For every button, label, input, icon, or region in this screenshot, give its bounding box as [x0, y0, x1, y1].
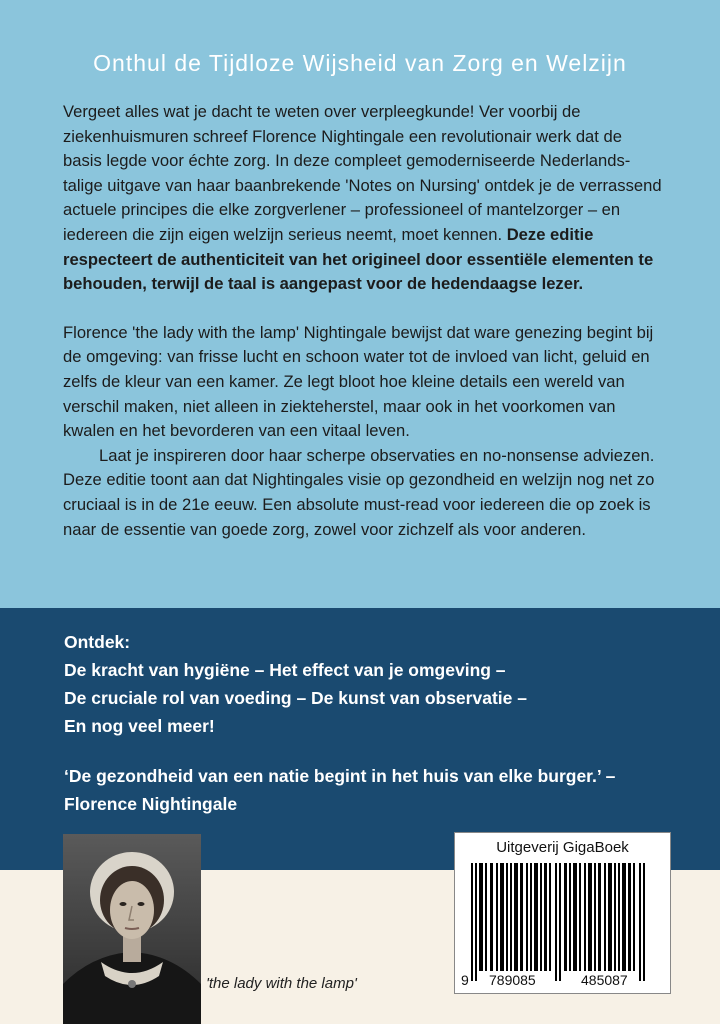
- intro-paragraph: [63, 100, 663, 297]
- portrait-image: [63, 834, 201, 1024]
- portrait-photo: [63, 834, 201, 1024]
- intro-text: Vergeet alles wat je dacht te weten over verpleegkunde! Ver voorbij de ziekenhuismuren schreef Florence Nightingale een revolutionair werk dat de basis legde voor échte zorg. In deze compleet gemoderniseerde Nederlands-talige uitgave van haar baanbrekende 'Notes on Nursing' ontdek je de verrassend actuele principes die elke zorgverlener – professioneel of mantelzorger – en iedereen die zijn eigen welzijn serieus neemt, moet kennen.: [63, 102, 662, 244]
- paragraph-3: Laat je inspireren door haar scherpe observaties en no-nonsense adviezen. Deze editie toont aan dat Nightingales visie op gezondheid en welzijn nog net zo cruciaal is in de 21e eeuw. Een absolute must-read voor iedereen die op zoek is naar de essentie van goede zorg, zowel voor zichzelf als voor anderen.: [63, 445, 655, 539]
- intro-bold-text: Deze editie respecteert de authenticiteit van het origineel door essentiële elementen te behouden, terwijl de taal is aangepast voor de hedendaagse lezer.: [63, 224, 654, 294]
- barcode-bars: [471, 863, 655, 981]
- discover-line-2: De cruciale rol van voeding – De kunst van observatie –: [64, 688, 527, 708]
- barcode-left-digits: 789085: [489, 972, 536, 988]
- paragraph-2: Florence 'the lady with the lamp' Nightingale bewijst dat ware genezing begint bij de omgeving: van frisse lucht en schoon water tot de invloed van licht, geluid en zelfs de kleur van een kamer. Ze legt bloot hoe kleine details een wereld van verschil maken, niet alleen in ziekteherstel, maar ook in het voorkomen van kwalen en het bevorderen van een vitaal leven.: [63, 322, 654, 441]
- barcode-box: [454, 832, 671, 994]
- publisher-name: Uitgeverij GigaBoek: [496, 839, 629, 856]
- headline: Onthul de Tijdloze Wijsheid van Zorg en Welzijn: [93, 50, 627, 76]
- discover-title: Ontdek:: [64, 632, 131, 652]
- barcode-first-digit: 9: [461, 972, 469, 988]
- discover-line-3: En nog veel meer!: [64, 716, 215, 736]
- description-text: [63, 100, 663, 542]
- discover-list: [64, 628, 684, 740]
- discover-line-1: De kracht van hygiëne – Het effect van je omgeving –: [64, 660, 506, 680]
- photo-caption: 'the lady with the lamp': [206, 975, 357, 992]
- quote: ‘De gezondheid van een natie begint in het huis van elke burger.’ – Florence Nightingale: [64, 766, 616, 814]
- barcode-right-digits: 485087: [581, 972, 628, 988]
